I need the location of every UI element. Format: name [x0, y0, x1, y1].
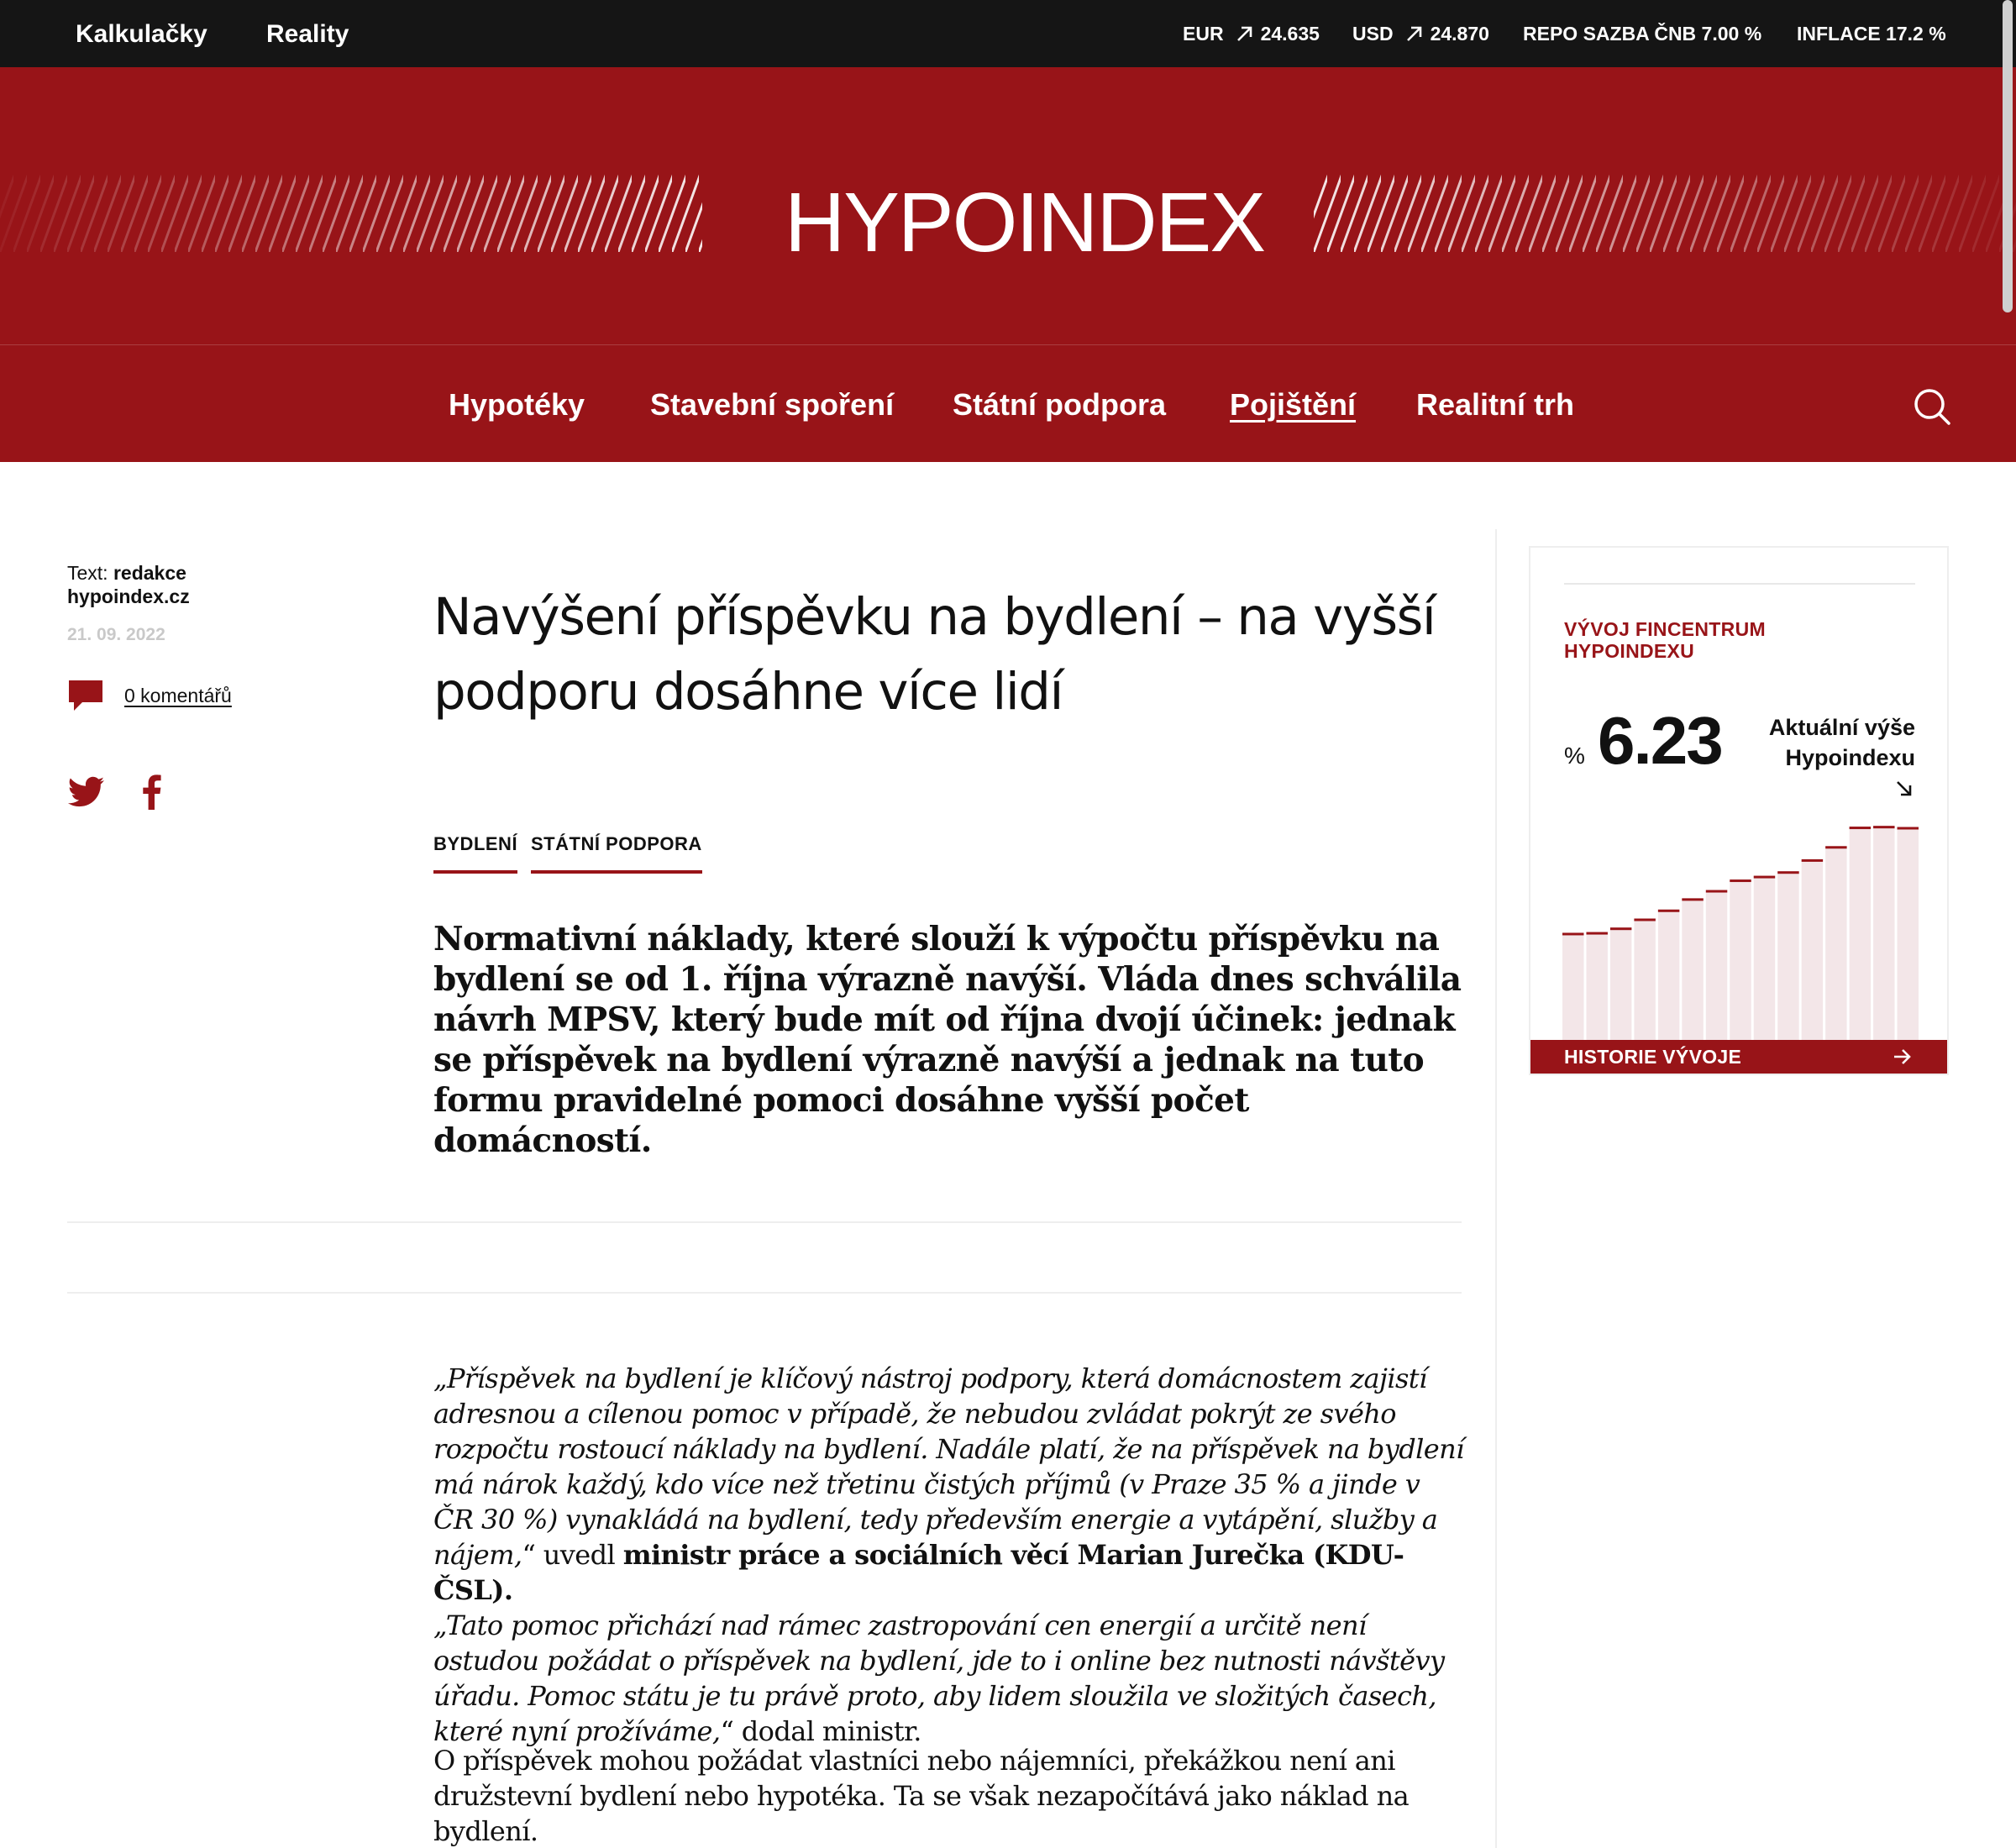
quote-attribution: “ dodal ministr. [720, 1715, 921, 1747]
arrow-up-right-icon [1234, 23, 1256, 45]
chart-bar-cap [1777, 871, 1798, 874]
article-lead: Normativní náklady, které slouží k výpočtu příspěvku na bydlení se od 1. října výrazně navýší. Vláda dnes schválila návrh MPSV, který bude mít od října dvojí účinek: jednak se příspěvek na bydlení výrazně navýší a jednak na tuto formu pravidelné pomoci dosáhne vyšší počet domácností. [433, 920, 1462, 1160]
comments-link[interactable] [67, 679, 232, 712]
hypoindex-widget [1529, 546, 1949, 1075]
tag-bydleni[interactable]: BYDLENÍ [433, 830, 517, 874]
nav-statni-podpora[interactable]: Státní podpora [953, 387, 1166, 422]
chart-bar-cap [1610, 927, 1631, 930]
tag-statni-podpora[interactable]: STÁTNÍ PODPORA [531, 830, 702, 874]
chart-bar-cap [1850, 827, 1871, 829]
chart-bar [1777, 871, 1798, 1042]
ticker-repo: REPO SAZBA ČNB 7.00 % [1523, 23, 1762, 45]
site-logo[interactable]: HYPOINDEX [785, 176, 1265, 270]
arrow-up-right-icon [1404, 23, 1425, 45]
article-date: 21. 09. 2022 [67, 625, 165, 644]
chart-bar [1825, 846, 1846, 1042]
chart-bar [1610, 927, 1631, 1042]
divider-line [67, 1221, 1462, 1223]
author-label: Text: [67, 562, 108, 584]
quote-attribution: “ uvedl [522, 1539, 623, 1571]
ticker-usd [1352, 0, 1489, 67]
nav-realitni-trh[interactable]: Realitní trh [1416, 387, 1575, 422]
header-divider [0, 344, 2016, 345]
divider-line [67, 1292, 1462, 1294]
eur-value: 24.635 [1260, 23, 1320, 45]
nav-hypoteky[interactable]: Hypotéky [449, 387, 585, 422]
eur-label: EUR [1183, 23, 1224, 45]
widget-subtitle: Aktuální výše Hypoindexu [1768, 715, 1915, 770]
chart-bar-cap [1730, 879, 1751, 882]
chart-bar [1754, 876, 1775, 1042]
hypoindex-value: 6.23 [1598, 703, 1722, 778]
article-author [67, 561, 235, 608]
quote-text: „Tato pomoc přichází nad rámec zastropování cen energií a určitě není ostudou požádat o příspěvek na bydlení, jde to i online bez nutnosti návštěvy úřadu. Pomoc státu je tu právě proto, aby lidem sloužila ve složitých časech, které nyní prožíváme, [433, 1609, 1445, 1747]
chart-bar [1586, 932, 1607, 1042]
chart-bar [1850, 827, 1871, 1042]
chart-bar-cap [1706, 890, 1727, 893]
hypoindex-bar-chart [1562, 816, 1919, 1042]
comment-icon [67, 679, 104, 712]
chart-bar-cap [1825, 846, 1846, 848]
chart-bar [1562, 932, 1583, 1042]
top-bar [0, 0, 2016, 67]
page-scrollbar[interactable] [2003, 0, 2013, 312]
author-name: redakce hypoindex.cz [67, 562, 190, 607]
chart-bar-cap [1802, 859, 1823, 862]
chart-bar-cap [1898, 827, 1919, 830]
chart-bar-cap [1873, 826, 1894, 828]
chart-bar [1658, 910, 1679, 1042]
link-kalkulacky[interactable]: Kalkulačky [76, 20, 207, 48]
twitter-icon[interactable] [67, 773, 106, 811]
arrow-down-right-icon [1895, 780, 1914, 798]
chart-bar [1898, 827, 1919, 1042]
history-button[interactable] [1530, 1040, 1947, 1074]
widget-top-line [1564, 583, 1915, 585]
article-paragraph [433, 1361, 1467, 1749]
nav-pojisteni[interactable]: Pojištění [1230, 387, 1357, 422]
quote-text: „Příspěvek na bydlení je klíčový nástroj podpory, která domácnostem zajistí adresnou a cílenou pomoc v případě, že nebudou zvládat pokrýt ze svého rozpočtu rostoucí náklady na bydlení. Nadále platí, že na příspěvek na bydlení má nárok každý, kdo více než třetinu čistých příjmů (v Praze 35 % a jinde v ČR 30 %) vynakládá na bydlení, tedy především energie a vytápění, služby a nájem, [433, 1362, 1464, 1571]
article-title: Navýšení příspěvku na bydlení – na vyšší podporu dosáhne více lidí [433, 587, 1436, 722]
chart-bar [1802, 859, 1823, 1042]
chart-bar [1873, 826, 1894, 1042]
stripes-decoration-right [1314, 160, 2016, 252]
article-paragraph: O příspěvek mohou požádat vlastníci nebo nájemníci, překážkou není ani družstevní bydlení nebo hypotéka. Ta se však nezapočítává jako náklad na bydlení. [433, 1745, 1410, 1847]
chart-bar [1706, 890, 1727, 1042]
chart-bar [1730, 879, 1751, 1042]
usd-label: USD [1352, 23, 1394, 45]
stripes-decoration-left [0, 160, 702, 252]
percent-sign: % [1564, 743, 1585, 769]
usd-value: 24.870 [1430, 23, 1489, 45]
quote-author: ministr práce a sociálních věcí Marian Jurečka (KDU-ČSL). [433, 1539, 1404, 1606]
chart-bar-cap [1658, 910, 1679, 912]
chart-bar-cap [1682, 898, 1703, 900]
arrow-right-icon [1893, 1048, 1912, 1065]
facebook-icon[interactable] [133, 773, 171, 811]
nav-stavebni-sporeni[interactable]: Stavební spoření [650, 387, 895, 422]
chart-bar-cap [1586, 932, 1607, 935]
search-icon[interactable] [1912, 386, 1952, 427]
widget-title: VÝVOJ FINCENTRUM HYPOINDEXU [1564, 618, 1766, 662]
ticker-eur [1183, 0, 1320, 67]
chart-bar-cap [1754, 876, 1775, 879]
ticker-inflace: INFLACE 17.2 % [1797, 23, 1946, 45]
link-reality[interactable]: Reality [266, 20, 349, 48]
sidebar-divider [1495, 529, 1497, 1848]
chart-bar [1682, 898, 1703, 1042]
chart-bar-cap [1634, 918, 1655, 921]
chart-bar [1634, 918, 1655, 1042]
history-button-label: HISTORIE VÝVOJE [1564, 1046, 1742, 1068]
comments-count: 0 komentářů [124, 684, 232, 706]
chart-bar-cap [1562, 932, 1583, 935]
